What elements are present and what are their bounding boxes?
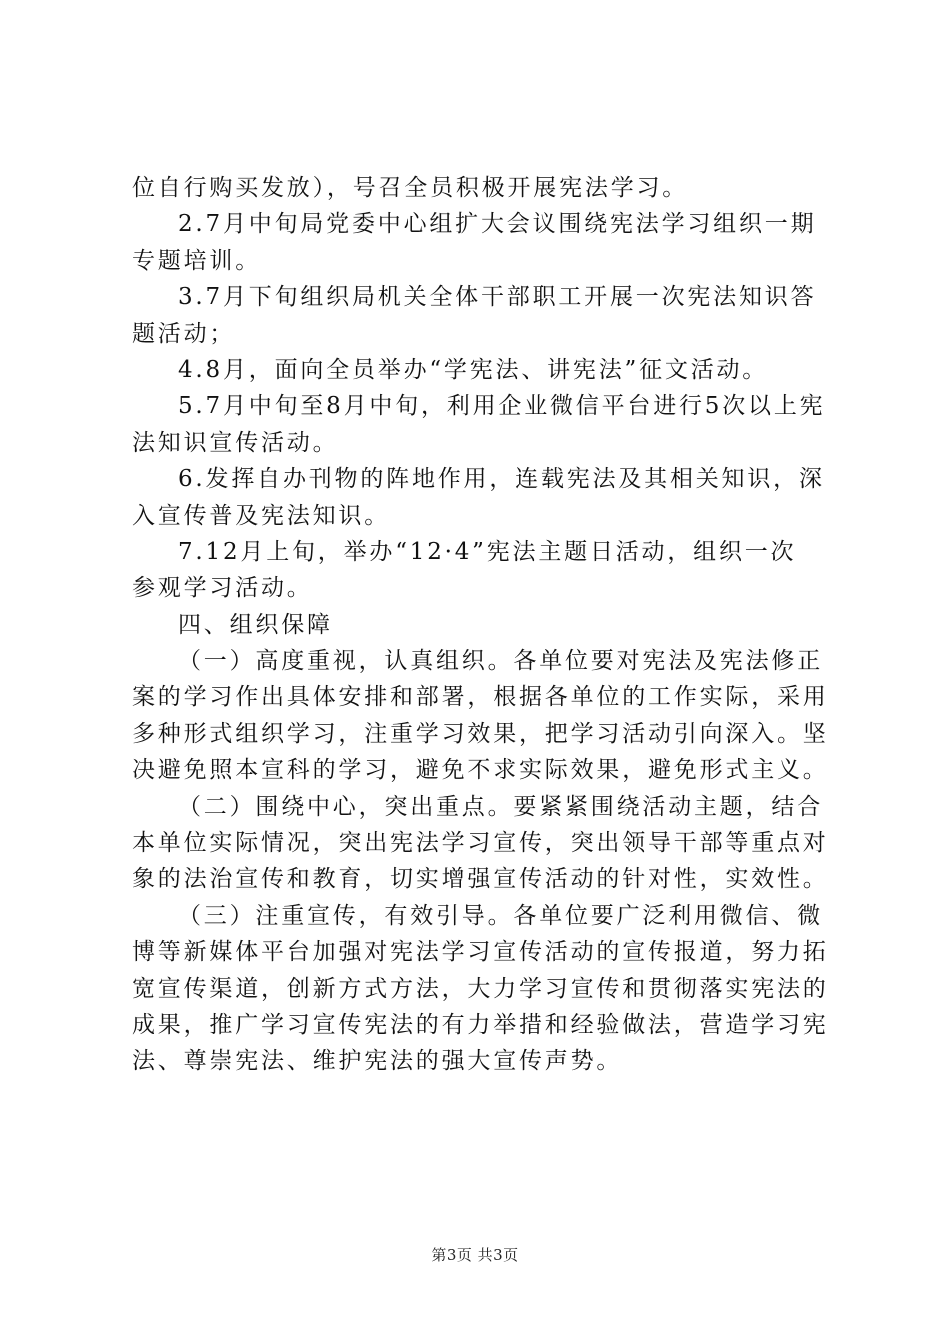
text-line: 法、尊崇宪法、维护宪法的强大宣传声势。 <box>132 1048 623 1075</box>
text-line: 2.7月中旬局党委中心组扩大会议围绕宪法学习组织一期 <box>178 211 817 238</box>
text-line: 题活动； <box>132 320 236 347</box>
text-line: 法知识宣传活动。 <box>132 429 339 456</box>
section-heading: 四、组织保障 <box>178 611 333 638</box>
text-line: （三）注重宣传，有效引导。各单位要广泛利用微信、微 <box>178 902 823 929</box>
text-line: 多种形式组织学习，注重学习效果，把学习活动引向深入。坚 <box>132 720 829 747</box>
text-line: 博等新媒体平台加强对宪法学习宣传活动的宣传报道，努力拓 <box>132 939 829 966</box>
text-line: 象的法治宣传和教育，切实增强宣传活动的针对性，实效性。 <box>132 866 829 893</box>
text-line: 专题培训。 <box>132 247 261 274</box>
text-line: （二）围绕中心，突出重点。要紧紧围绕活动主题，结合 <box>178 793 823 820</box>
text-line: 成果，推广学习宣传宪法的有力举措和经验做法，营造学习宪 <box>132 1011 829 1038</box>
text-line: 7.12月上旬，举办“12·4”宪法主题日活动，组织一次 <box>178 538 797 565</box>
text-line: 3.7月下旬组织局机关全体干部职工开展一次宪法知识答 <box>178 284 817 311</box>
text-line: （一）高度重视，认真组织。各单位要对宪法及宪法修正 <box>178 648 823 675</box>
text-line: 5.7月中旬至8月中旬，利用企业微信平台进行5次以上宪 <box>178 393 826 420</box>
text-line: 决避免照本宣科的学习，避免不求实际效果，避免形式主义。 <box>132 757 829 784</box>
text-line: 入宣传普及宪法知识。 <box>132 502 390 529</box>
text-line: 4.8月，面向全员举办“学宪法、讲宪法”征文活动。 <box>178 356 769 383</box>
text-line: 6.发挥自办刊物的阵地作用，连载宪法及其相关知识，深 <box>178 466 825 493</box>
text-line: 参观学习活动。 <box>132 575 313 602</box>
text-line: 宽宣传渠道，创新方式方法，大力学习宣传和贯彻落实宪法的 <box>132 975 829 1002</box>
text-line: 本单位实际情况，突出宪法学习宣传，突出领导干部等重点对 <box>132 830 829 857</box>
document-body <box>132 170 832 1080</box>
text-line: 位自行购买发放），号召全员积极开展宪法学习。 <box>132 175 689 201</box>
text-line: 案的学习作出具体安排和部署，根据各单位的工作实际，采用 <box>132 684 829 711</box>
page-number-footer: 第3页 共3页 <box>431 1246 519 1264</box>
